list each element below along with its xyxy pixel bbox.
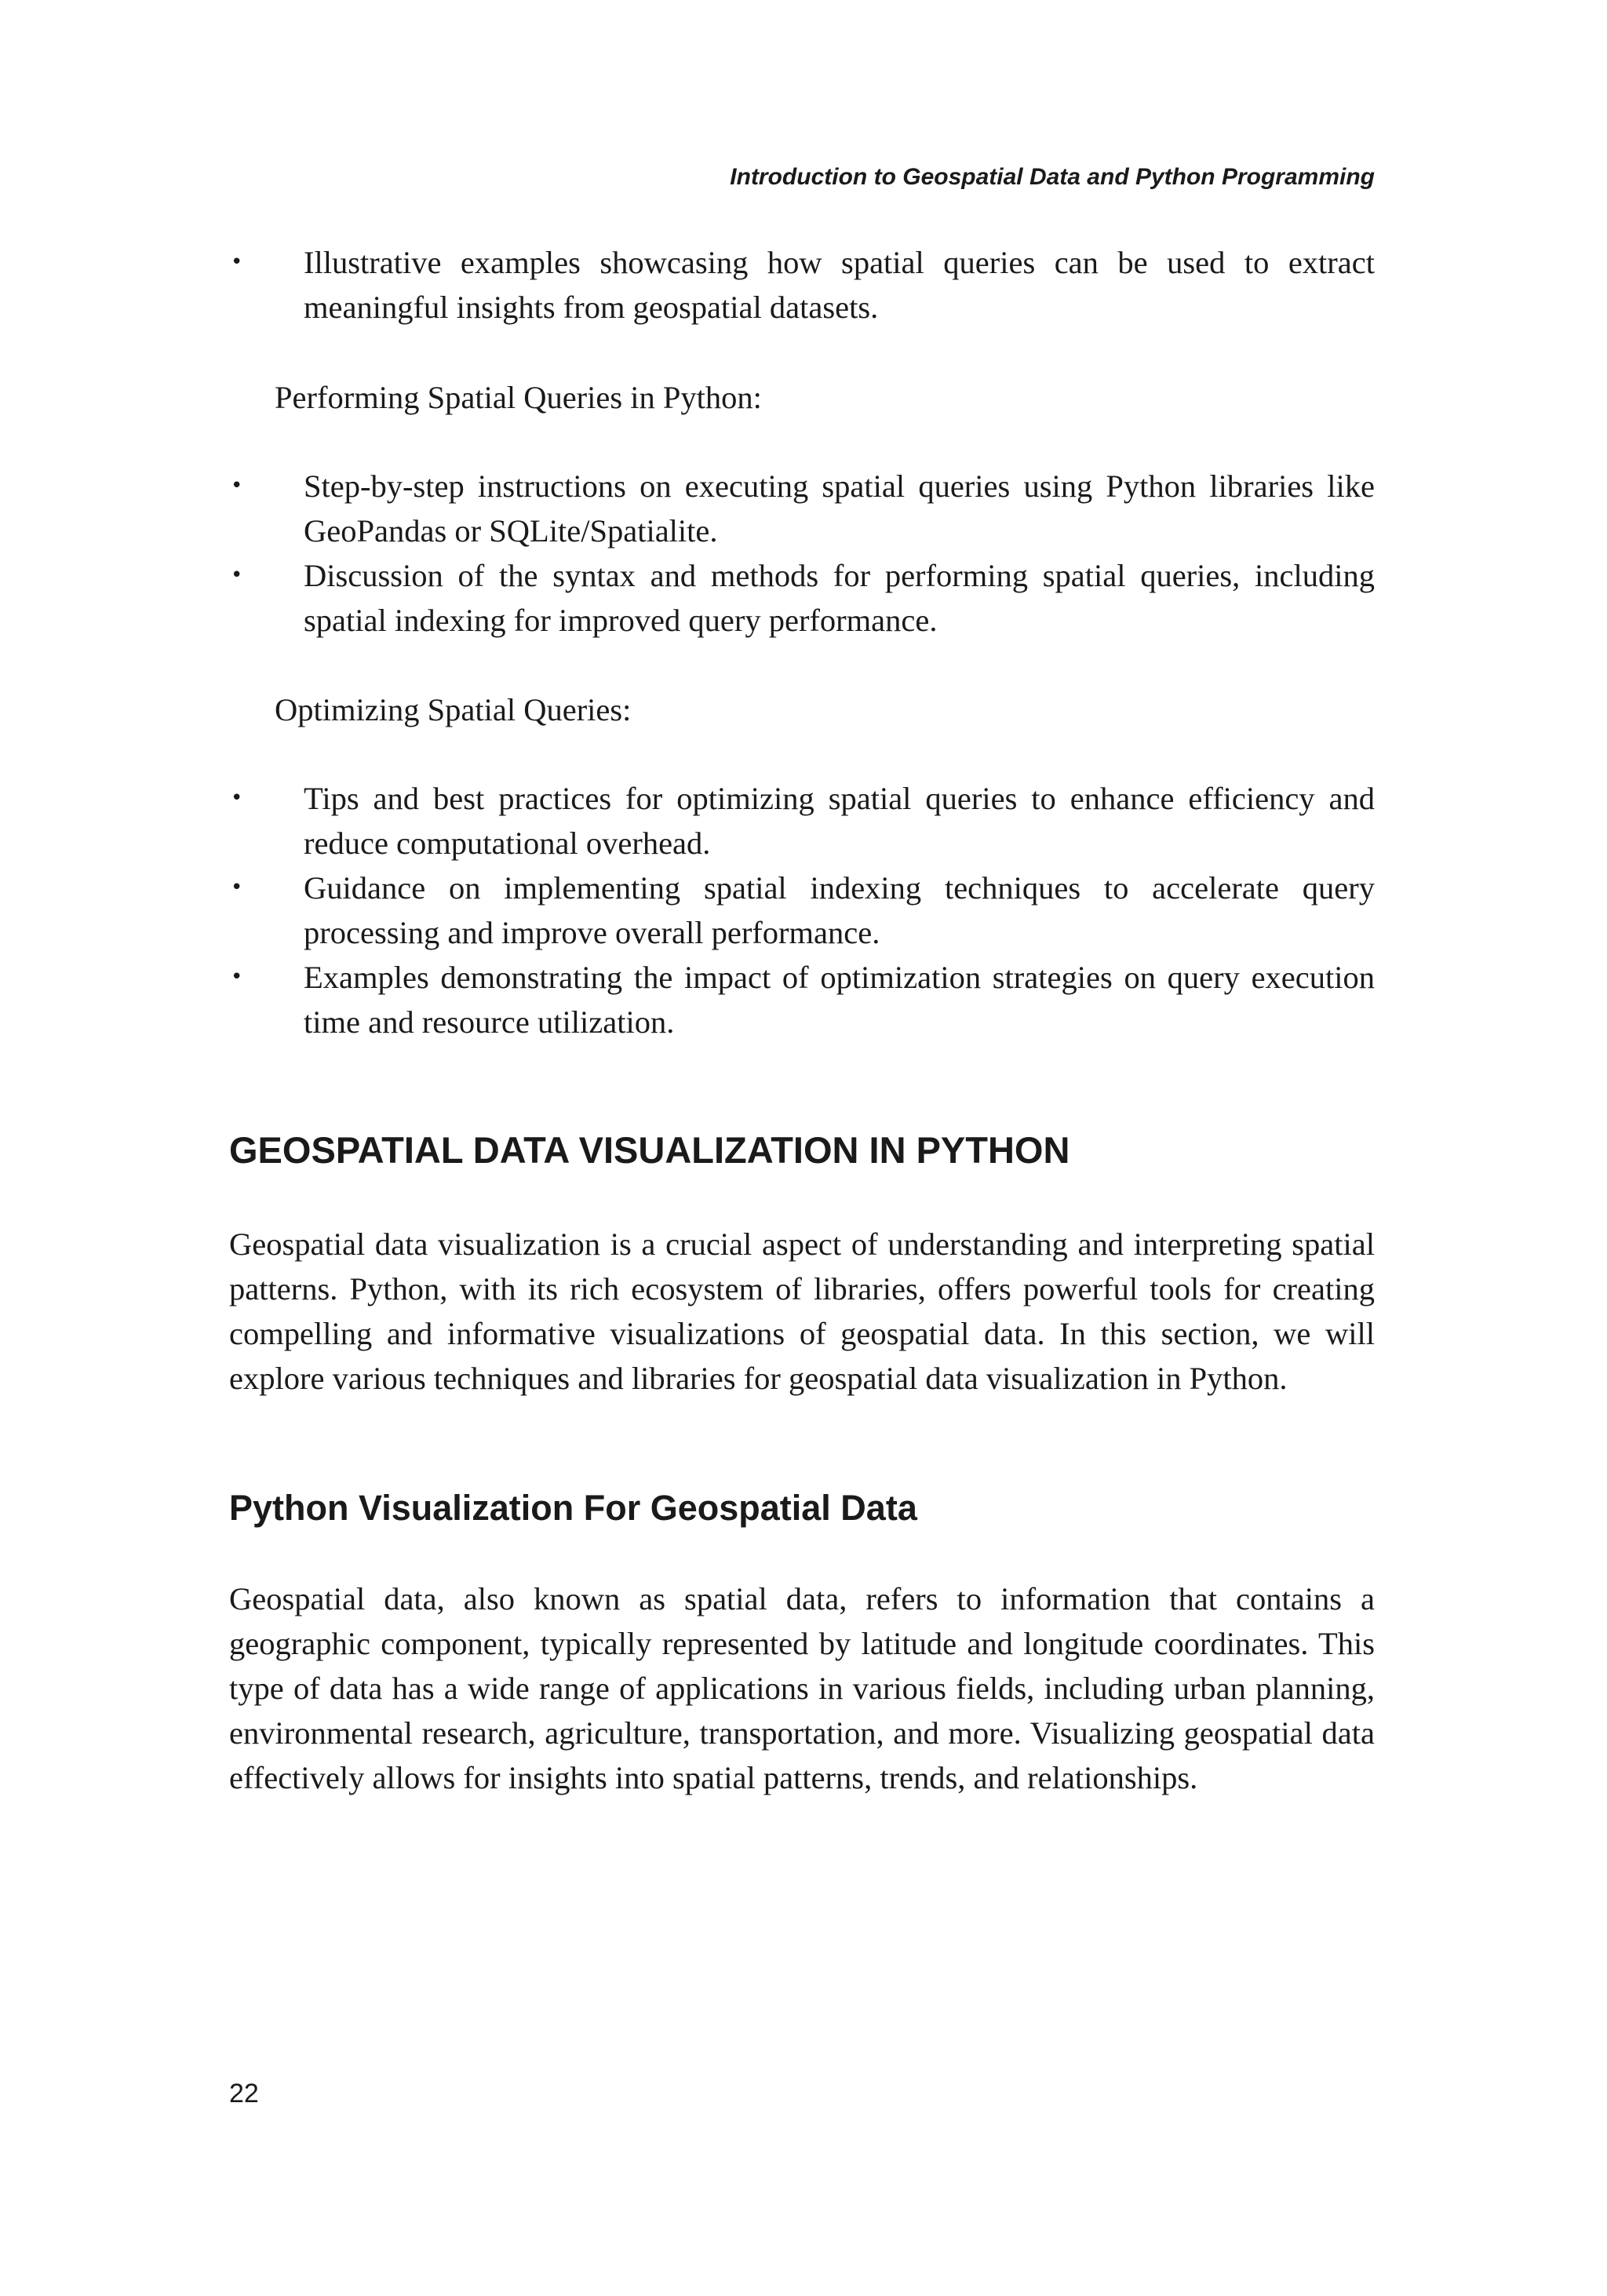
list-item (229, 955, 1375, 1044)
list-item (229, 240, 1375, 330)
list-item-text: Discussion of the syntax and methods for performing spatial queries, including spatial indexing for improved query performance. (304, 558, 1375, 638)
bullet-list-intro (229, 240, 1375, 330)
section-paragraph: Geospatial data visualization is a crucial aspect of understanding and interpreting spatial patterns. Python, with its rich ecosystem of libraries, offers powerful tools for creating compelling and informative visualizations of geospatial data. In this section, we will explore various techniques and libraries for geospatial data visualization in Python. (229, 1226, 1375, 1396)
list-item-text: Tips and best practices for optimizing spatial queries to enhance efficiency and reduce computational overhead. (304, 781, 1375, 861)
bullet-icon: • (231, 563, 243, 587)
bullet-icon: • (231, 474, 243, 497)
list-item (229, 866, 1375, 955)
list-item (229, 553, 1375, 643)
list-item-text: Guidance on implementing spatial indexing techniques to accelerate query processing and improve overall performance. (304, 870, 1375, 950)
list-item-text: Examples demonstrating the impact of optimization strategies on query execution time and resource utilization. (304, 960, 1375, 1040)
section-heading: GEOSPATIAL DATA VISUALIZATION IN PYTHON (229, 1129, 1070, 1171)
bullet-icon: • (231, 250, 243, 274)
subsection-heading: Python Visualization For Geospatial Data (229, 1488, 917, 1528)
list-item (229, 776, 1375, 866)
bullet-icon: • (231, 786, 243, 810)
bullet-icon: • (231, 876, 243, 899)
list-item-text: Step-by-step instructions on executing spatial queries using Python libraries like GeoPandas or SQLite/Spatialite. (304, 468, 1375, 548)
subhead-performing-spatial-queries: Performing Spatial Queries in Python: (275, 380, 762, 415)
list-item-text: Illustrative examples showcasing how spatial queries can be used to extract meaningful insights from geospatial datasets. (304, 245, 1375, 325)
list-item (229, 464, 1375, 553)
subhead-optimizing-spatial-queries: Optimizing Spatial Queries: (275, 692, 632, 727)
page-number: 22 (229, 2079, 259, 2108)
running-head: Introduction to Geospatial Data and Python Programming (730, 164, 1375, 190)
bullet-list-performing (229, 464, 1375, 643)
subsection-paragraph: Geospatial data, also known as spatial data, refers to information that contains a geographic component, typically represented by latitude and longitude coordinates. This type of data has a wide range of applications in various fields, including urban planning, environmental research, agriculture, transportation, and more. Visualizing geospatial data effectively allows for insights into spatial patterns, trends, and relationships. (229, 1581, 1375, 1795)
bullet-icon: • (231, 965, 243, 989)
bullet-list-optimizing (229, 776, 1375, 1044)
